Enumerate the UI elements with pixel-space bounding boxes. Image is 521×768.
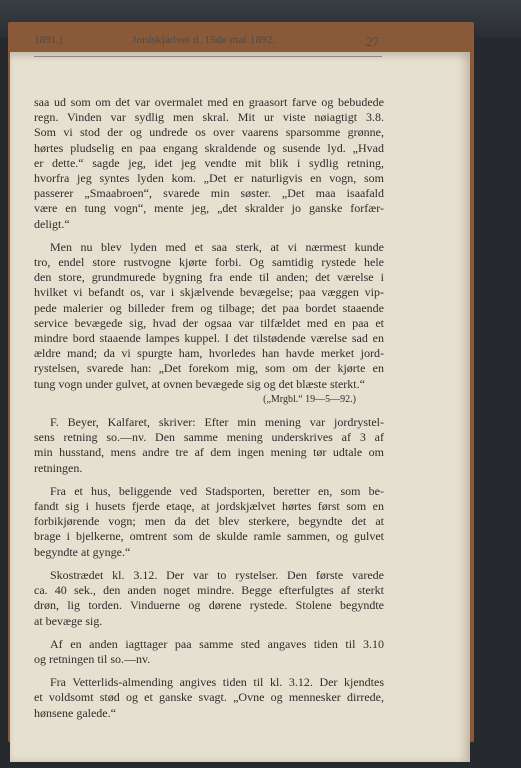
text-line: brage i bjelkerne, omtrent som de skulde ramle sammen, og gulvet (34, 529, 384, 544)
text-line: og retningen til so.—nv. (34, 651, 151, 666)
paragraph-gap (34, 407, 384, 415)
header-rule (34, 56, 382, 57)
text-line: sens retning so.—nv. Den samme mening underskrives af 3 af (34, 430, 384, 445)
text-line: begyndte at gynge.“ (34, 544, 131, 559)
text-line: er dette.“ sagde jeg, idet jeg vendte mit blik i sydlig retning, (34, 155, 384, 170)
text-line: saa ud som om det var overmalet med en graasort farve og bebudede (34, 95, 384, 109)
text-line: Af en anden iagttager paa samme sted angaves tiden til 3.10 (50, 636, 384, 651)
paragraph (34, 415, 384, 476)
paragraph (34, 568, 384, 629)
text-line: tro, endel store rustvogne kjørte forbi. Og samtidig rystede hele (34, 255, 384, 270)
citation: („Mrgbl.“ 19—5—92.) (263, 393, 356, 405)
text-line: hønsene galede.“ (34, 705, 116, 720)
paragraph-gap (34, 667, 384, 675)
page-number: 27 (366, 34, 379, 49)
text-line: F. Beyer, Kalfaret, skriver: Efter min mening var jordrystel- (50, 415, 384, 430)
text-line: tung vogn under gulvet, at ovnen bevægede sig og det blæste sterkt.“ (34, 376, 365, 391)
text-line: regn. Vinden var sydlig men skral. Mit ur viste nøiagtigt 3.8. (34, 110, 384, 125)
text-line: Fra et hus, beliggende ved Stadsporten, beretter en, som be- (50, 483, 384, 498)
text-line: passerer „Smaabroen“, svarede min søster. „Det maa isaafald (34, 186, 384, 201)
text-line: Som vi stod der og undrede os over vaarens sparsomme grønne, (34, 125, 384, 140)
paragraph-gap (34, 629, 384, 637)
text-line: min husstand, mens andre tre af dem ingen mening tør udtale om (34, 445, 384, 460)
text-line: hvilket vi befandt os, var i skjælvende bevægelse; paa væggen vip- (34, 285, 384, 300)
paragraph (34, 240, 384, 407)
text-line: Fra Vetterlids-almending angives tiden til kl. 3.12. Der kjendtes (50, 675, 384, 690)
text-line: hvorfra jeg syntes lyden kom. „Det er naturligvis en vogn, som (34, 171, 384, 186)
text-line: ældre mand; da vi spurgte ham, hvorledes han havde merket jord- (34, 346, 384, 361)
text-line: Men nu blev lyden med et saa sterk, at vi nærmest kunde (50, 239, 384, 254)
paragraph (34, 95, 384, 232)
header-year: 1891.] (34, 34, 63, 46)
text-line: at bevæge sig. (34, 613, 103, 628)
text-line: fandt sig i husets fjerde etaqe, at jordskjælvet hørtes først som en (34, 499, 384, 514)
text-line: retningen. (34, 460, 83, 475)
text-line: pede malerier og billeder frem og tilbage; det paa bordet staaende (34, 300, 384, 315)
paragraph-gap (34, 232, 384, 240)
page-body-text (34, 95, 384, 721)
text-line: mindre bord staaende lampes kuppel. I det tilstødende værelse sad en (34, 331, 384, 346)
text-line: Skostrædet kl. 3.12. Der var to rystelser. Den første varede (50, 567, 384, 582)
paragraph (34, 637, 384, 667)
text-line: et voldsomt stød og et ganske svagt. „Ovne og mennesker dirrede, (34, 690, 384, 705)
text-line: service bevægede sig, hvad der ogsaa var tilfældet med en paa et (34, 315, 384, 330)
text-line: ca. 40 sek., den anden noget mindre. Begge efterfulgtes af sterkt (34, 583, 384, 598)
paragraph (34, 484, 384, 560)
paragraph-gap (34, 476, 384, 484)
paragraph (34, 675, 384, 721)
text-line: hørtes pludselig en paa engang skraldende og susende lyd. „Hvad (34, 140, 384, 155)
text-line: være en tung vogn“, mente jeg, „det skralder jo ganske forfær- (34, 201, 384, 216)
text-line: forbikjørende vogn; men da det blev sterkere, begyndte det at (34, 514, 384, 529)
text-line: drøn, lig torden. Vinduerne og dørene rystede. Stolene begyndte (34, 598, 384, 613)
text-line: rystelsen, svarede han: „Det forekom mig, som om der kjørte en (34, 361, 384, 376)
header-title: Jordskjælvet d. 15de mai 1892. (132, 34, 276, 46)
text-line: den store, grundmurede bygning fra ende til anden; det værelse i (34, 270, 384, 285)
text-line: deligt.“ (34, 216, 70, 231)
running-header (34, 34, 379, 48)
paragraph-gap (34, 560, 384, 568)
